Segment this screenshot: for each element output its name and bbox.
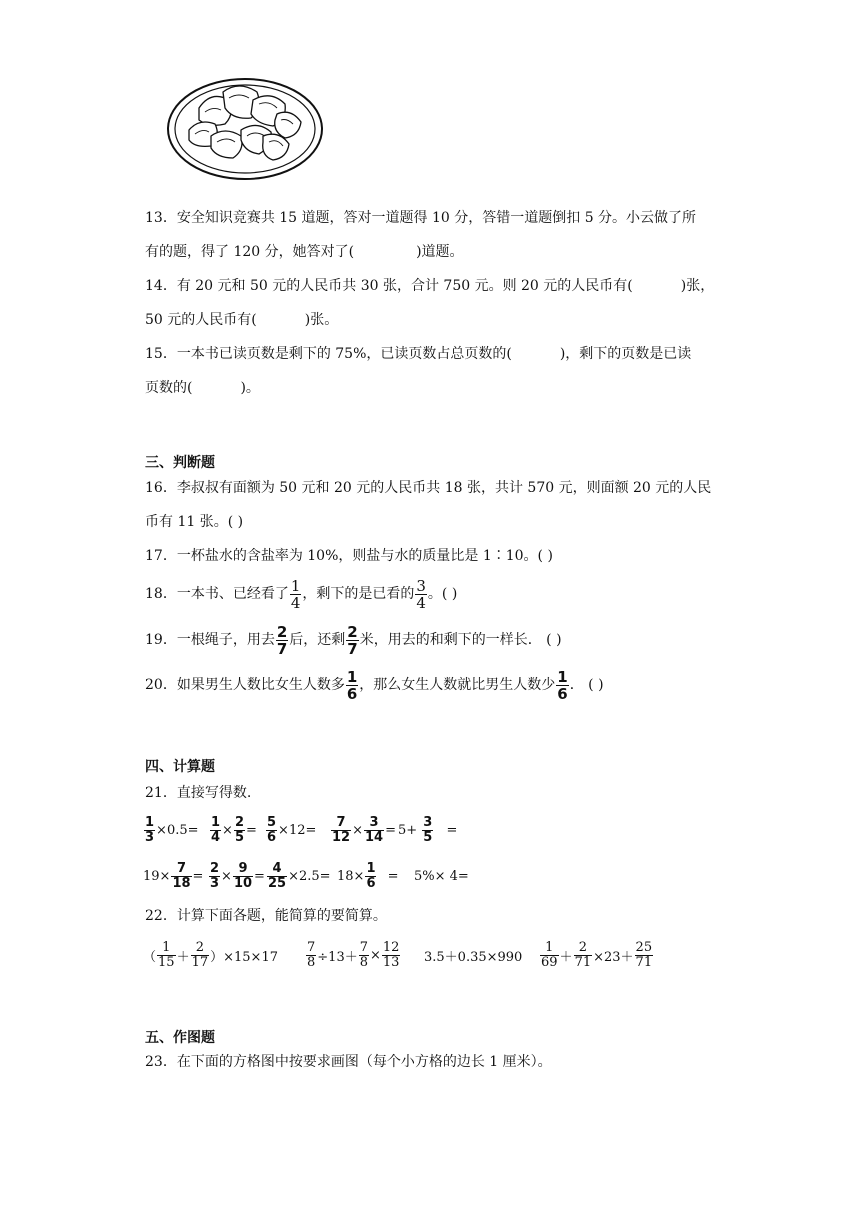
numerator: 3 xyxy=(369,814,379,830)
question-20 xyxy=(145,667,604,703)
denominator: 3 xyxy=(145,829,155,845)
denominator: 6 xyxy=(346,684,358,703)
fraction xyxy=(210,816,221,845)
denominator: 7 xyxy=(347,639,358,658)
calc-text: = xyxy=(246,822,257,838)
denominator: 5 xyxy=(423,829,433,845)
fraction xyxy=(574,941,593,970)
denominator: 7 xyxy=(276,639,288,658)
calc-item xyxy=(208,858,265,894)
question-19-text-b: 后，还剩 xyxy=(289,632,346,648)
question-14-text-d: )张。 xyxy=(304,312,339,328)
fraction xyxy=(157,941,176,970)
numerator: 3 xyxy=(416,576,426,595)
numerator: 1 xyxy=(545,939,554,955)
numerator: 1 xyxy=(366,860,376,876)
numerator: 1 xyxy=(557,667,568,686)
question-20-text-c: ． ( ) xyxy=(569,677,604,693)
dumpling-plate-image xyxy=(165,74,325,188)
question-19-text-a: 19．一根绳子，用去 xyxy=(145,632,275,648)
calc-text: = xyxy=(385,822,396,838)
denominator: 12 xyxy=(332,829,351,845)
fraction xyxy=(364,816,384,845)
numerator: 2 xyxy=(578,939,587,955)
calc-item xyxy=(398,812,457,848)
calc-text: ）×15×17 xyxy=(210,949,278,965)
numerator: 2 xyxy=(276,622,288,641)
question-16-line-2: 币有 11 张。( ) xyxy=(145,514,244,530)
calc-text: 18× xyxy=(337,868,365,884)
denominator: 71 xyxy=(574,954,592,970)
numerator: 25 xyxy=(635,939,653,955)
question-20-text-b: ，那么女生人数就比男生人数少 xyxy=(359,677,556,693)
question-13-line-2 xyxy=(145,242,464,262)
denominator: 71 xyxy=(635,954,653,970)
numerator: 2 xyxy=(210,860,220,876)
question-19 xyxy=(145,622,562,658)
question-18-text-b: ，剩下的是已看的 xyxy=(302,586,415,602)
calc-item xyxy=(143,858,203,894)
calc-expression-4 xyxy=(539,936,654,974)
fraction xyxy=(290,578,302,611)
denominator: 69 xyxy=(541,954,558,970)
fraction xyxy=(234,816,245,845)
calc-expression-1 xyxy=(143,936,278,974)
question-13-text-a: 有的题，得了 120 分，她答对了( xyxy=(145,244,355,260)
denominator: 25 xyxy=(268,875,287,891)
calc-text: = xyxy=(442,822,458,838)
numerator: 3 xyxy=(423,814,433,830)
question-13-line-1: 13．安全知识竞赛共 15 道题，答对一道题得 10 分，答错一道题倒扣 5 分。小云做了所 xyxy=(145,210,697,226)
fraction xyxy=(276,624,288,657)
calc-text: × xyxy=(221,868,232,884)
denominator: 10 xyxy=(233,875,253,891)
question-14-text-a: 14．有 20 元和 50 元的人民币共 30 张，合计 750 元。则 20 元的人民币有( xyxy=(145,278,633,294)
fraction xyxy=(365,862,376,891)
numerator: 9 xyxy=(238,860,248,876)
section-5-title: 五、作图题 xyxy=(145,1030,215,1046)
question-14-text-b: )张， xyxy=(680,278,715,294)
fraction xyxy=(144,816,155,845)
question-17: 17．一杯盐水的含盐率为 10%，则盐与水的质量比是 1∶10。( ) xyxy=(145,548,553,564)
calc-item xyxy=(337,858,399,894)
question-18-text-a: 18．一本书、已经看了 xyxy=(145,586,289,602)
calc-item xyxy=(209,812,257,848)
denominator: 8 xyxy=(359,954,368,970)
calc-text: ＋ xyxy=(176,949,190,965)
question-13-text-b: )道题。 xyxy=(416,244,464,260)
fraction xyxy=(306,941,316,970)
section-3-title: 三、判断题 xyxy=(145,455,215,471)
question-20-text-a: 20．如果男生人数比女生人数多 xyxy=(145,677,345,693)
denominator: 4 xyxy=(211,829,221,845)
question-19-text-c: 米，用去的和剩下的一样长． ( ) xyxy=(359,632,562,648)
calc-text: × xyxy=(352,822,363,838)
fraction xyxy=(209,862,220,891)
denominator: 13 xyxy=(382,954,400,970)
numerator: 5 xyxy=(267,814,277,830)
calc-text: × xyxy=(222,822,233,838)
numerator: 7 xyxy=(307,939,316,955)
denominator: 18 xyxy=(172,875,191,891)
question-14-line-1 xyxy=(145,276,714,296)
calc-text: （ xyxy=(143,949,157,965)
numerator: 2 xyxy=(234,814,244,830)
fraction xyxy=(635,941,654,970)
numerator: 1 xyxy=(290,576,301,595)
numerator: 1 xyxy=(346,667,358,686)
numerator: 1 xyxy=(162,939,171,955)
fraction xyxy=(415,578,427,611)
calc-text: = xyxy=(383,868,399,884)
numerator: 7 xyxy=(359,939,368,955)
fraction xyxy=(540,941,559,970)
question-18-text-c: 。( ) xyxy=(427,586,458,602)
numerator: 4 xyxy=(272,860,282,876)
numerator: 1 xyxy=(211,814,221,830)
calc-item xyxy=(266,858,331,894)
calc-item xyxy=(265,812,316,848)
denominator: 8 xyxy=(307,954,316,970)
numerator: 1 xyxy=(145,814,155,830)
question-15-text-c: 页数的( xyxy=(145,380,193,396)
calc-text: × xyxy=(370,947,381,963)
calc-text: 3.5＋0.35×990 xyxy=(424,949,523,965)
fraction xyxy=(267,862,287,891)
fraction xyxy=(233,862,253,891)
fraction xyxy=(266,816,277,845)
denominator: 15 xyxy=(158,954,175,970)
calc-text: ＋ xyxy=(559,949,573,965)
fraction xyxy=(359,941,369,970)
numerator: 7 xyxy=(176,860,186,876)
calc-text: = xyxy=(254,868,265,884)
question-15-line-1 xyxy=(145,344,691,364)
calc-item xyxy=(414,858,469,894)
calc-expression-3 xyxy=(424,936,522,974)
fraction xyxy=(191,941,210,970)
denominator: 4 xyxy=(416,593,426,612)
calc-text: ÷13＋ xyxy=(317,949,358,965)
question-14-line-2 xyxy=(145,310,338,330)
denominator: 6 xyxy=(557,684,568,703)
question-16-line-1: 16．李叔叔有面额为 50 元和 20 元的人民币共 18 张，共计 570 元，则面额 20 元的人民 xyxy=(145,480,712,496)
question-15-text-a: 15．一本书已读页数是剩下的 75%，已读页数占总页数的( xyxy=(145,346,512,362)
question-23: 23．在下面的方格图中按要求画图（每个小方格的边长 1 厘米）。 xyxy=(145,1054,552,1070)
question-21-title: 21．直接写得数. xyxy=(145,785,252,801)
numerator: 12 xyxy=(382,939,400,955)
calc-item xyxy=(143,812,199,848)
denominator: 3 xyxy=(210,875,220,891)
question-15-text-b: )，剩下的页数是已读 xyxy=(559,346,692,362)
denominator: 17 xyxy=(191,954,209,970)
section-4-title: 四、计算题 xyxy=(145,759,215,775)
question-15-text-d: )。 xyxy=(240,380,260,396)
denominator: 6 xyxy=(267,829,277,845)
denominator: 6 xyxy=(366,875,376,891)
question-22-title: 22．计算下面各题，能简算的要简算。 xyxy=(145,908,387,924)
fraction xyxy=(171,862,191,891)
calc-text: = xyxy=(192,868,204,884)
calc-text: ×12= xyxy=(278,822,317,838)
numerator: 2 xyxy=(347,622,358,641)
denominator: 4 xyxy=(290,593,301,612)
calc-text: 5+ xyxy=(398,822,422,838)
denominator: 14 xyxy=(365,829,384,845)
numerator: 2 xyxy=(195,939,204,955)
calc-text: ×23＋ xyxy=(593,949,634,965)
fraction xyxy=(422,816,433,845)
calc-expression-2 xyxy=(305,936,401,974)
fraction xyxy=(346,624,358,657)
fraction xyxy=(331,816,351,845)
question-18 xyxy=(145,576,457,612)
question-14-text-c: 50 元的人民币有( xyxy=(145,312,257,328)
calc-text: ×0.5= xyxy=(156,822,199,838)
calc-text: 5%× 4= xyxy=(414,868,469,884)
fraction xyxy=(346,669,358,702)
fraction xyxy=(556,669,568,702)
question-15-line-2 xyxy=(145,378,260,398)
fraction xyxy=(382,941,401,970)
calc-item xyxy=(330,812,396,848)
calc-text: 19× xyxy=(143,868,171,884)
denominator: 5 xyxy=(234,829,244,845)
calc-text: ×2.5= xyxy=(288,868,331,884)
numerator: 7 xyxy=(336,814,346,830)
